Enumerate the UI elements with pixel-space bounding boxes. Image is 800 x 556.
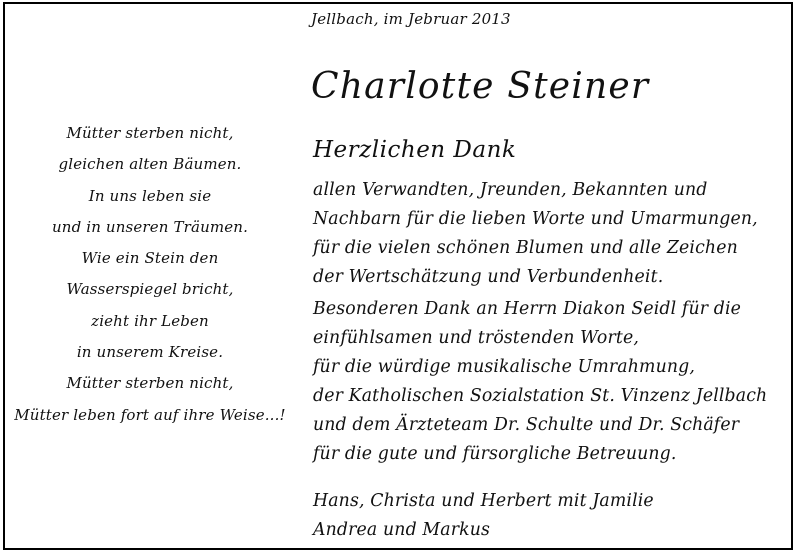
text-line: für die würdige musikalische Umrahmung, — [313, 357, 695, 377]
text-line: Besonderen Dank an Herrn Diakon Seidl für die — [313, 299, 742, 319]
poem-line: Mütter leben fort auf ihre Weise...! — [14, 405, 286, 424]
text-line: und dem Ärzteteam Dr. Schulte und Dr. Schäfer — [313, 415, 740, 435]
poem-line: In uns leben sie — [88, 186, 212, 205]
poem-line: zieht ihr Leben — [91, 311, 209, 330]
text-line: für die vielen schönen Blumen und alle Zeichen — [313, 238, 738, 258]
signature-line: Andrea und Markus — [313, 520, 491, 540]
text-line: einfühlsamen und tröstenden Worte, — [313, 328, 640, 348]
signature-line: Hans, Christa und Herbert mit Jamilie — [313, 491, 654, 511]
text-line: der Katholischen Sozialstation St. Vinzenz Jellbach — [313, 386, 768, 406]
poem-line: gleichen alten Bäumen. — [58, 155, 242, 174]
thanks-paragraph-1 — [313, 176, 783, 292]
thanks-paragraph-2 — [313, 295, 783, 469]
text-line: für die gute und fürsorgliche Betreuung. — [313, 444, 677, 464]
poem-line: Wasserspiegel bricht, — [66, 280, 234, 299]
poem-line: Wie ein Stein den — [81, 249, 219, 268]
deceased-name: Charlotte Steiner — [311, 66, 650, 107]
date-line: Jellbach, im Jebruar 2013 — [311, 10, 511, 28]
poem-line: Mütter sterben nicht, — [66, 374, 234, 393]
poem-line: in unserem Kreise. — [76, 343, 224, 362]
poem-line: und in unseren Träumen. — [51, 217, 249, 236]
text-line: Nachbarn für die lieben Worte und Umarmungen, — [313, 209, 758, 229]
text-line: allen Verwandten, Jreunden, Bekannten und — [313, 180, 708, 200]
text-line: der Wertschätzung und Verbundenheit. — [313, 267, 664, 287]
signature — [313, 487, 783, 545]
thanks-title: Herzlichen Dank — [313, 137, 517, 163]
poem — [10, 118, 290, 431]
poem-line: Mütter sterben nicht, — [66, 124, 234, 142]
